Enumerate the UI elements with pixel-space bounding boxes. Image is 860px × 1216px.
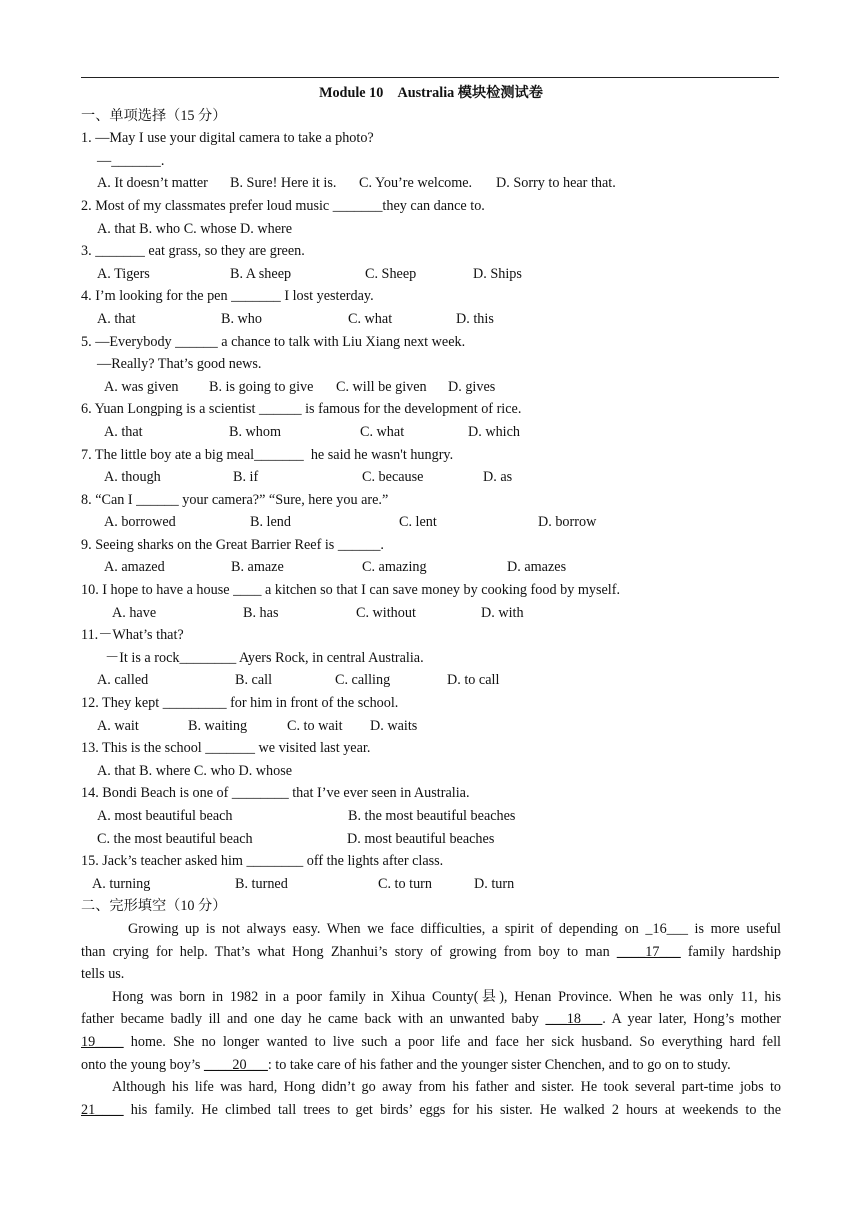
text-run: onto the young boy’s	[81, 1056, 204, 1073]
paragraph-line	[81, 1031, 781, 1054]
text-run: : to take care of his father and the younger sister Chenchen, and to go on to study.	[267, 1056, 731, 1073]
question-stem: 13. This is the school _______ we visited last year.	[81, 740, 371, 757]
question-options	[81, 805, 781, 828]
paragraph-line	[81, 918, 781, 941]
text-run: father became badly ill and one day he came back with an unwanted baby	[81, 1011, 546, 1028]
text-run: . A year later, Hong’s mother	[602, 1011, 781, 1028]
option-d: D. most beautiful beaches	[347, 830, 495, 847]
question-stem: 7. The little boy ate a big meal_______ he said he wasn't hungry.	[81, 446, 454, 463]
option-a: A. that	[97, 310, 136, 327]
question-options	[81, 172, 781, 195]
paragraph-line: Hong was born in 1982 in a poor family in Xihua County(县), Henan Province. When he was only 11, his	[112, 988, 781, 1005]
blank-21: 21____	[81, 1101, 124, 1118]
option-c: C. You’re welcome.	[359, 175, 473, 192]
question-stem: 1. —May I use your digital camera to take a photo?	[81, 130, 374, 147]
option-a: A. amazed	[104, 559, 165, 576]
question-options	[81, 873, 781, 896]
option-d: D. Ships	[473, 265, 522, 282]
question-options	[81, 511, 781, 534]
option-a: A. It doesn’t matter	[97, 175, 208, 192]
option-d: D. to call	[447, 672, 500, 689]
option-c: C. the most beautiful beach	[97, 830, 253, 847]
question-options	[81, 556, 781, 579]
question-options	[81, 308, 781, 331]
question-stem: 4. I’m looking for the pen _______ I lost yesterday.	[81, 288, 374, 305]
option-b: B. if	[233, 469, 259, 486]
option-c: C. amazing	[362, 559, 427, 576]
question-stem: —_______.	[97, 152, 165, 169]
option-b: B. lend	[250, 514, 291, 531]
question-options	[81, 715, 781, 738]
page-title: Module 10 Australia 模块检测试卷	[319, 85, 543, 101]
exam-page	[81, 82, 781, 1121]
option-d: D. which	[468, 423, 521, 440]
option-d: D. turn	[474, 875, 515, 892]
question-stem: —Really? That’s good news.	[97, 356, 262, 373]
option-c: C. what	[348, 310, 393, 327]
option-a: A. have	[112, 604, 157, 621]
option-b: B. the most beautiful beaches	[348, 808, 516, 824]
option-a: A. called	[97, 672, 149, 689]
option-d: D. with	[481, 604, 524, 621]
question-stem: 15. Jack’s teacher asked him ________ off the lights after class.	[81, 853, 444, 870]
paragraph-line	[81, 1008, 781, 1031]
option-a: A. was given	[104, 378, 179, 395]
header-rule	[81, 77, 779, 78]
option-c: C. to turn	[378, 875, 432, 892]
question-options	[81, 421, 781, 444]
option-c: C. lent	[399, 514, 437, 531]
section-heading: 一、单项选择（15 分）	[81, 107, 227, 124]
question-stem: 12. They kept _________ for him in front of the school.	[81, 695, 399, 712]
option-c: C. to wait	[287, 717, 343, 734]
option-d: D. waits	[370, 717, 418, 734]
cloze-paragraph-3	[81, 1076, 781, 1121]
blank-17: ____17___	[616, 943, 681, 960]
option-b: B. is going to give	[209, 378, 314, 395]
text-run: home. She no longer wanted to live such a poor life and face her sick husband. So everything hard fell	[123, 1033, 781, 1050]
option-a: A. that	[104, 423, 143, 440]
option-b: B. call	[235, 672, 273, 689]
option-d: D. gives	[448, 378, 496, 395]
text-run: is more useful	[687, 920, 781, 937]
question-stem: 8. “Can I ______ your camera?” “Sure, here you are.”	[81, 491, 389, 508]
option-c: C. because	[362, 469, 424, 486]
paragraph-line: tells us.	[81, 966, 125, 983]
option-a: A. borrowed	[104, 514, 176, 531]
option-d: D. Sorry to hear that.	[496, 175, 616, 192]
question-stem: 3. _______ eat grass, so they are green.	[81, 243, 305, 260]
option-a: A. though	[104, 469, 161, 486]
question-options	[81, 828, 781, 851]
option-a: A. wait	[97, 717, 139, 734]
question-stem: 14. Bondi Beach is one of ________ that I’ve ever seen in Australia.	[81, 785, 470, 802]
section-heading: 二、完形填空（10 分）	[81, 898, 227, 915]
question-options	[81, 466, 781, 489]
blank-19: 19____	[81, 1033, 124, 1050]
option-b: B. whom	[229, 423, 282, 440]
question-options	[81, 263, 781, 286]
option-d: D. as	[483, 469, 513, 486]
question-options: A. that B. where C. who D. whose	[97, 762, 293, 779]
paragraph-line: Although his life was hard, Hong didn’t go away from his father and sister. He took several part-time jobs to	[112, 1079, 781, 1096]
question-options	[81, 376, 781, 399]
option-b: B. has	[243, 604, 279, 621]
option-a: A. Tigers	[97, 265, 150, 282]
text-run: family hardship	[680, 943, 781, 960]
question-stem: 2. Most of my classmates prefer loud music _______they can dance to.	[81, 197, 485, 214]
option-c: C. calling	[335, 672, 391, 689]
option-b: B. amaze	[231, 559, 284, 576]
option-b: B. A sheep	[230, 265, 292, 282]
option-b: B. waiting	[188, 717, 248, 734]
question-stem: 5. —Everybody ______ a chance to talk with Liu Xiang next week.	[81, 333, 466, 350]
option-a: A. turning	[92, 875, 151, 892]
paragraph-line	[81, 941, 781, 964]
paragraph-line	[81, 1054, 781, 1077]
cloze-paragraph-2	[81, 986, 781, 1076]
blank-20: ____20___	[203, 1056, 268, 1073]
blank-18: ___18___	[545, 1011, 603, 1028]
option-d: D. amazes	[507, 559, 567, 576]
option-c: C. what	[360, 423, 405, 440]
option-b: B. who	[221, 310, 262, 327]
text-run: than crying for help. That’s what Hong Zhanhui’s story of growing from boy to man	[81, 943, 617, 960]
cloze-paragraph-1	[81, 918, 781, 986]
option-a: A. most beautiful beach	[97, 808, 233, 824]
option-b: B. Sure! Here it is.	[230, 175, 337, 192]
option-c: C. without	[356, 604, 416, 621]
blank-16: _16___	[645, 920, 688, 937]
text-run: his family. He climbed tall trees to get birds’ eggs for his sister. He walked 2 hours at weekends to the	[123, 1101, 781, 1118]
question-stem: －It is a rock________ Ayers Rock, in central Australia.	[105, 649, 424, 666]
question-options: A. that B. who C. whose D. where	[97, 220, 293, 237]
question-options	[81, 602, 781, 625]
option-c: C. Sheep	[365, 265, 417, 282]
option-c: C. will be given	[336, 378, 427, 395]
paragraph-line	[81, 1099, 781, 1122]
question-stem: 11.－What’s that?	[81, 627, 184, 644]
option-b: B. turned	[235, 875, 288, 892]
question-options	[81, 669, 781, 692]
question-stem: 9. Seeing sharks on the Great Barrier Reef is ______.	[81, 536, 384, 553]
text-run: Growing up is not always easy. When we face difficulties, a spirit of depending on	[128, 920, 646, 937]
question-stem: 6. Yuan Longping is a scientist ______ is famous for the development of rice.	[81, 401, 522, 418]
question-stem: 10. I hope to have a house ____ a kitchen so that I can save money by cooking food by myself.	[81, 582, 620, 599]
option-d: D. borrow	[538, 514, 597, 531]
option-d: D. this	[456, 310, 494, 327]
